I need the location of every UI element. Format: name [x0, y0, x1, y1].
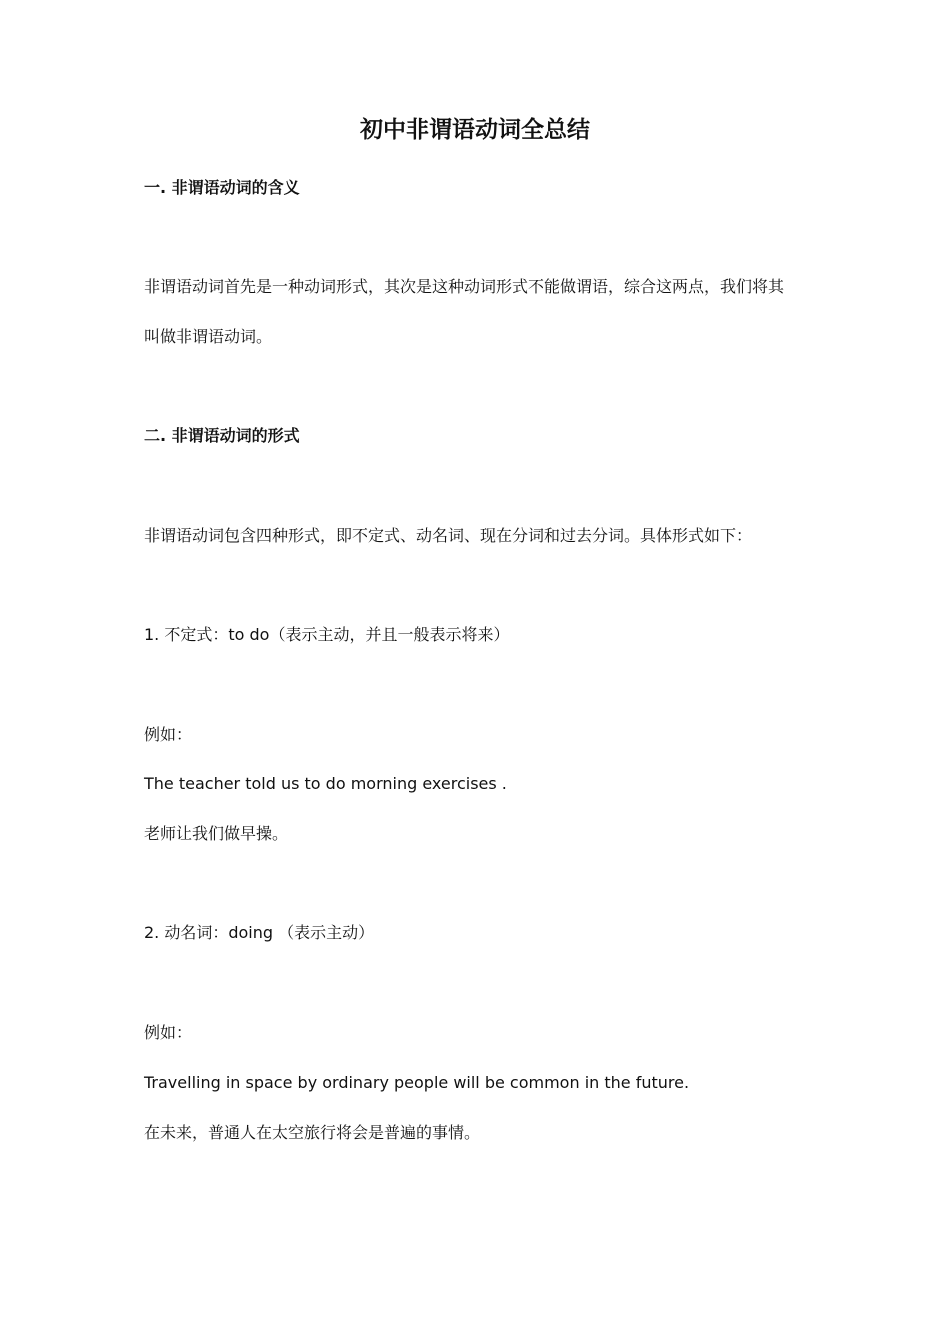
- section-1-heading: 一. 非谓语动词的含义: [144, 178, 300, 197]
- item-1-example-label: 例如：: [144, 725, 193, 744]
- item-1-example-english: The teacher told us to do morning exercises .: [144, 774, 507, 793]
- item-2-label: 2. 动名词：doing （表示主动）: [144, 923, 375, 942]
- item-2-example-label: 例如：: [144, 1023, 193, 1042]
- item-1-label: 1. 不定式：to do（表示主动，并且一般表示将来）: [144, 625, 510, 644]
- section-2-heading: 二. 非谓语动词的形式: [144, 426, 300, 445]
- section-1-paragraph-line-2: 叫做非谓语动词。: [144, 327, 273, 346]
- document-title: 初中非谓语动词全总结: [360, 117, 590, 143]
- item-2-example-chinese: 在未来，普通人在太空旅行将会是普遍的事情。: [144, 1123, 481, 1142]
- section-2-intro: 非谓语动词包含四种形式，即不定式、动名词、现在分词和过去分词。具体形式如下：: [144, 526, 753, 545]
- item-1-example-chinese: 老师让我们做早操。: [144, 824, 289, 843]
- item-2-example-english: Travelling in space by ordinary people will be common in the future.: [144, 1073, 690, 1092]
- section-1-paragraph-line-1: 非谓语动词首先是一种动词形式，其次是这种动词形式不能做谓语，综合这两点，我们将其: [144, 277, 785, 296]
